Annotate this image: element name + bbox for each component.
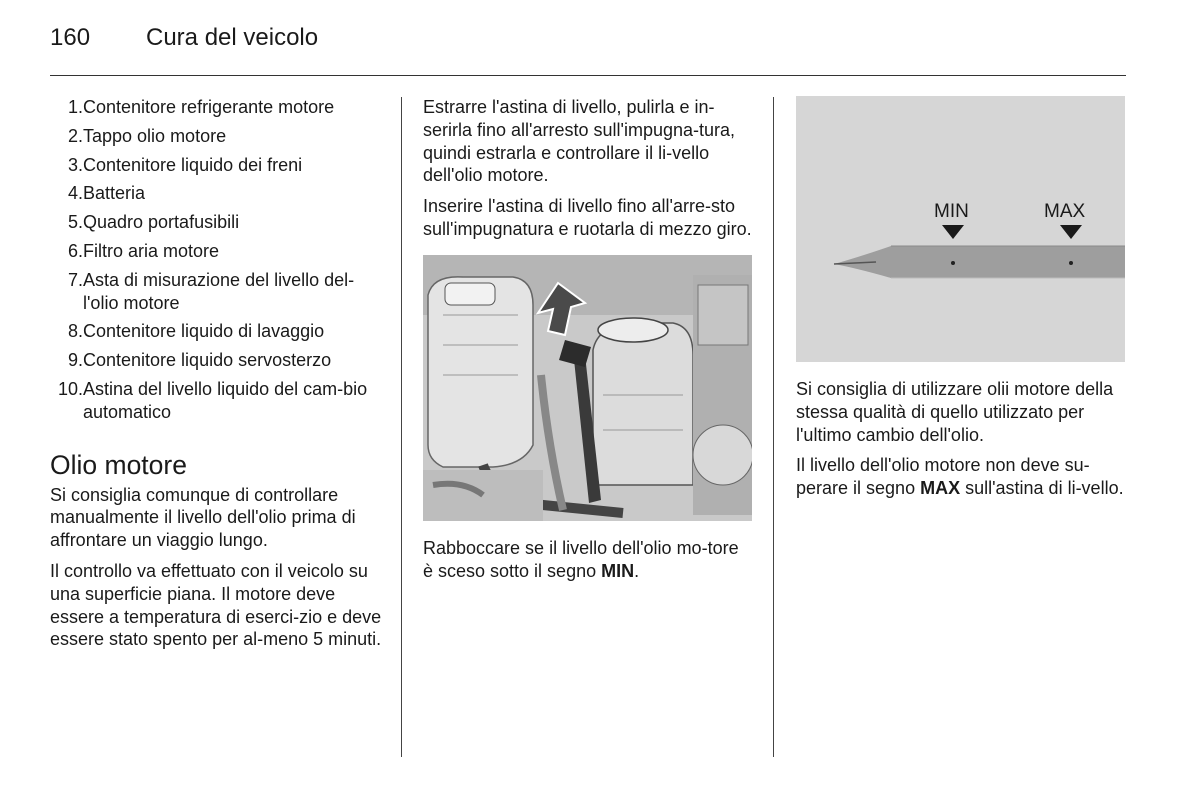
- dipstick-illustration: [796, 96, 1125, 362]
- paragraph: Estrarre l'astina di livello, pulirla e in-serirla fino all'arresto sull'impugna-tura, quindi estrarla e controllare il li-vello dell'olio motore.: [423, 97, 736, 186]
- list-item: 6. Filtro aria motore: [67, 240, 220, 261]
- chapter-title: Cura del veicolo: [146, 24, 319, 51]
- dipstick-diagram: [796, 96, 1125, 362]
- page-number: 160: [50, 24, 91, 51]
- max-label: MAX: [1044, 201, 1086, 222]
- list-item: 3. Contenitore liquido dei freni: [67, 154, 303, 175]
- engine-bay-photo: [423, 255, 752, 521]
- list-item: 2. Tappo olio motore: [67, 125, 227, 146]
- section-title: Olio motore: [50, 449, 187, 480]
- engine-bay-illustration: [423, 255, 752, 521]
- list-item: 4. Batteria: [67, 183, 146, 204]
- list-item: 9. Contenitore liquido servosterzo: [67, 350, 332, 371]
- min-label: MIN: [934, 201, 969, 222]
- header-divider: [50, 75, 1126, 76]
- list-item: 5. Quadro portafusibili: [67, 212, 240, 233]
- paragraph: Il controllo va effettuato con il veicolo su una superficie piana. Il motore deve essere a temperatura di eserci-zio e deve essere stato spento per al-meno 5 minuti.: [50, 560, 382, 650]
- column-3: [796, 96, 1126, 508]
- page-header: [50, 24, 318, 58]
- list-item: 7. Asta di misurazione del livello del-l'olio motore: [67, 269, 355, 313]
- paragraph: Si consiglia comunque di controllare manualmente il livello dell'olio prima di affrontare un viaggio lungo.: [50, 484, 356, 551]
- column-2: [423, 96, 753, 590]
- paragraph: Il livello dell'olio motore non deve su-perare il segno MAX sull'astina di li-vello.: [796, 455, 1124, 499]
- list-item: 8. Contenitore liquido di lavaggio: [67, 321, 325, 342]
- caption-paragraph: Rabboccare se il livello dell'olio mo-tore è sceso sotto il segno MIN.: [423, 537, 739, 581]
- paragraph: Si consiglia di utilizzare olii motore della stessa qualità di quello utilizzato per l'ultimo cambio dell'olio.: [796, 379, 1114, 445]
- list-item: 10. Astina del livello liquido del cam-bio automatico: [57, 378, 368, 422]
- component-list: [50, 96, 385, 424]
- list-item: 1. Contenitore refrigerante motore: [67, 97, 335, 117]
- column-1: [50, 96, 385, 659]
- paragraph: Inserire l'astina di livello fino all'arre-sto sull'impugnatura e ruotarla di mezzo giro.: [423, 196, 752, 239]
- column-divider-1: [401, 97, 402, 757]
- column-divider-2: [773, 97, 774, 757]
